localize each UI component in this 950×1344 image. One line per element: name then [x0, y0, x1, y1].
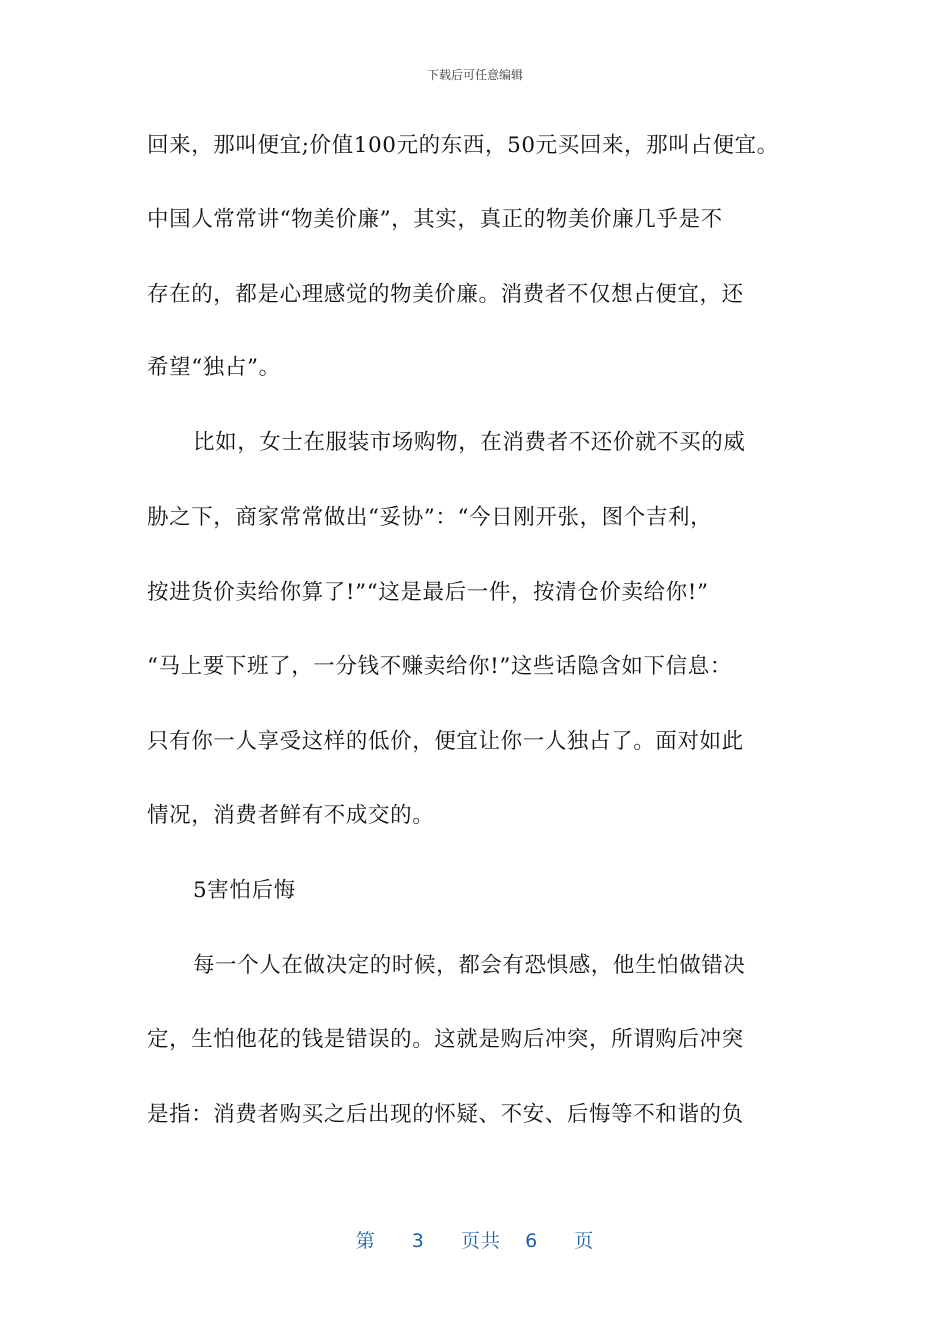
- footer-mid: 页共: [460, 1230, 501, 1252]
- body-line-4: 希望“独占”。: [147, 355, 281, 380]
- page-footer: [0, 1226, 950, 1253]
- footer-suffix: 页: [574, 1230, 595, 1252]
- section-heading: 5害怕后悔: [193, 878, 296, 903]
- current-page-number: 3: [411, 1230, 425, 1252]
- body-line-9: 只有你一人享受这样的低价，便宜让你一人独占了。面对如此: [147, 729, 744, 754]
- body-line-14: 是指：消费者购买之后出现的怀疑、不安、后悔等不和谐的负: [147, 1102, 744, 1127]
- paragraph-start-line: 比如，女士在服装市场购物，在消费者不还价就不买的威: [193, 430, 746, 455]
- body-line-6: 胁之下，商家常常做出“妥协”：“今日刚开张，图个吉利，: [147, 505, 713, 530]
- body-line-7: 按进货价卖给你算了!”“这是最后一件，按清仓价卖给你!”: [147, 580, 709, 605]
- paragraph-start-line-2: 每一个人在做决定的时候，都会有恐惧感，他生怕做错决: [193, 953, 746, 978]
- total-pages-number: 6: [525, 1230, 539, 1252]
- header-note: 下载后可任意编辑: [426, 68, 523, 82]
- footer-prefix: 第: [355, 1230, 376, 1252]
- body-line-13: 定，生怕他花的钱是错误的。这就是购后冲突，所谓购后冲突: [147, 1027, 744, 1052]
- body-line-10: 情况，消费者鲜有不成交的。: [147, 803, 435, 828]
- body-line-1: 回来，那叫便宜;价值100元的东西，50元买回来，那叫占便宜。: [147, 133, 779, 158]
- body-line-8: “马上要下班了，一分钱不赚卖给你!”这些话隐含如下信息：: [147, 654, 732, 679]
- body-line-2: 中国人常常讲“物美价廉”，其实，真正的物美价廉几乎是不: [147, 207, 723, 232]
- body-line-3: 存在的，都是心理感觉的物美价廉。消费者不仅想占便宜，还: [147, 282, 744, 307]
